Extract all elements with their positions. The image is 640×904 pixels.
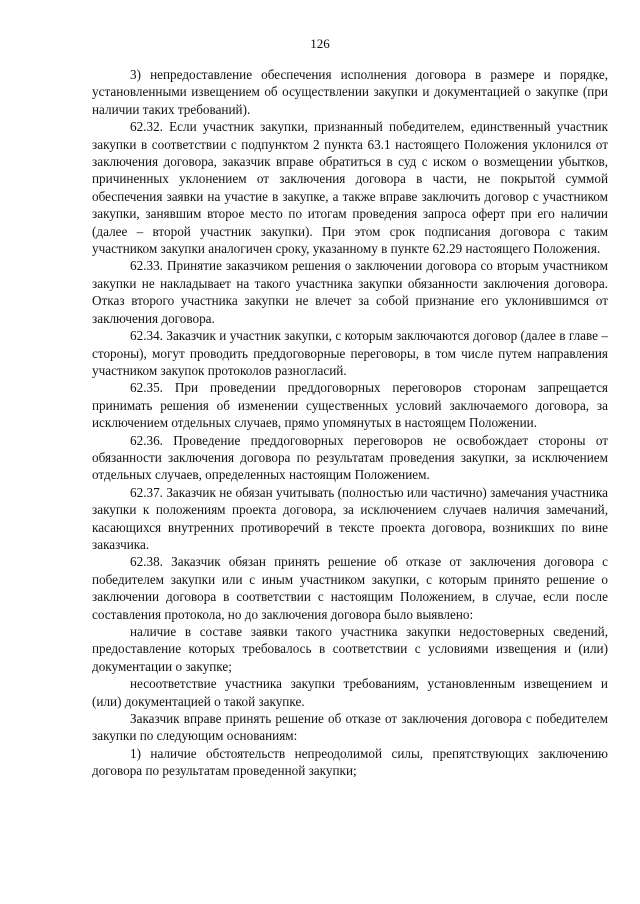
paragraph-inaccurate-info: наличие в составе заявки такого участника закупки недостоверных сведений, предоставление которых требовалось в соответствии с условиями извещения и (или) документации о закупке; bbox=[92, 624, 608, 674]
paragraph-item-3-non-provision: 3) непредоставление обеспечения исполнения договора в размере и порядке, установленными извещением об осуществлении закупки и документацией о закупке (при наличии таких требований). bbox=[92, 67, 608, 117]
paragraph-refusal-grounds: Заказчик вправе принять решение об отказе от заключения договора с победителем закупки по следующим основаниям: bbox=[92, 711, 608, 744]
paragraph-62-37: 62.37. Заказчик не обязан учитывать (полностью или частично) замечания участника закупки к положениям проекта договора, за исключением случаев наличия замечаний, касающихся внутренних противоречий в тексте проекта договора, возникших по вине заказчика. bbox=[92, 484, 608, 552]
paragraph-62-36: 62.36. Проведение преддоговорных переговоров не освобождает стороны от обязанности заключения договора по результатам проведения закупки, за исключением отдельных случаев, определенных настоящим Положением. bbox=[92, 432, 608, 483]
paragraph-force-majeure: 1) наличие обстоятельств непреодолимой силы, препятствующих заключению договора по результатам проведенной закупки; bbox=[92, 745, 608, 779]
paragraph-62-34: 62.34. Заказчик и участник закупки, с которым заключаются договор (далее в главе – стороны), могут проводить преддоговорные переговоры, в том числе путем направления участником закупок протоколов разногласий. bbox=[92, 328, 608, 378]
paragraph-62-35: 62.35. При проведении преддоговорных переговоров сторонам запрещается принимать решения об изменении существенных условий заключаемого договора, за исключением отдельных случаев, прямо упомянутых в настоящем Положении. bbox=[92, 380, 608, 431]
paragraph-62-33: 62.33. Принятие заказчиком решения о заключении договора со вторым участником закупки не накладывает на такого участника закупки обязанности заключения договора. Отказ второго участника закупки не влечет за собой признание его уклонившимся от заключения договора. bbox=[92, 258, 608, 326]
paragraph-non-compliance: несоответствие участника закупки требованиям, установленным извещением и (или) документацией о такой закупке. bbox=[92, 676, 608, 709]
paragraph-62-32: 62.32. Если участник закупки, признанный победителем, единственный участник закупки в соответствии с подпунктом 2 пункта 63.1 настоящего Положения уклонился от заключения договора, заказчик вправе обратиться в суд с иском о возмещении убытков, причиненных уклонением от заключения договора в части, не покрытой суммой обеспечения заявки на участие в закупке, а также вправе заключить договор с участником закупки, занявшим второе место по итогам проведения запроса оферт при его наличии (далее – второй участник закупки). При этом срок подписания договора с таким участником закупки аналогичен сроку, указанному в пункте 62.29 настоящего Положения. bbox=[92, 119, 608, 257]
document-body bbox=[92, 66, 608, 780]
paragraph-62-38: 62.38. Заказчик обязан принять решение об отказе от заключения договора с победителем закупки или с иным участником закупки, с которым принято решение о заключении договора в соответствии с настоящим Положением, в случае, если после составления протокола, но до заключения договора было выявлено: bbox=[92, 554, 608, 622]
page-number: 126 bbox=[310, 36, 330, 51]
